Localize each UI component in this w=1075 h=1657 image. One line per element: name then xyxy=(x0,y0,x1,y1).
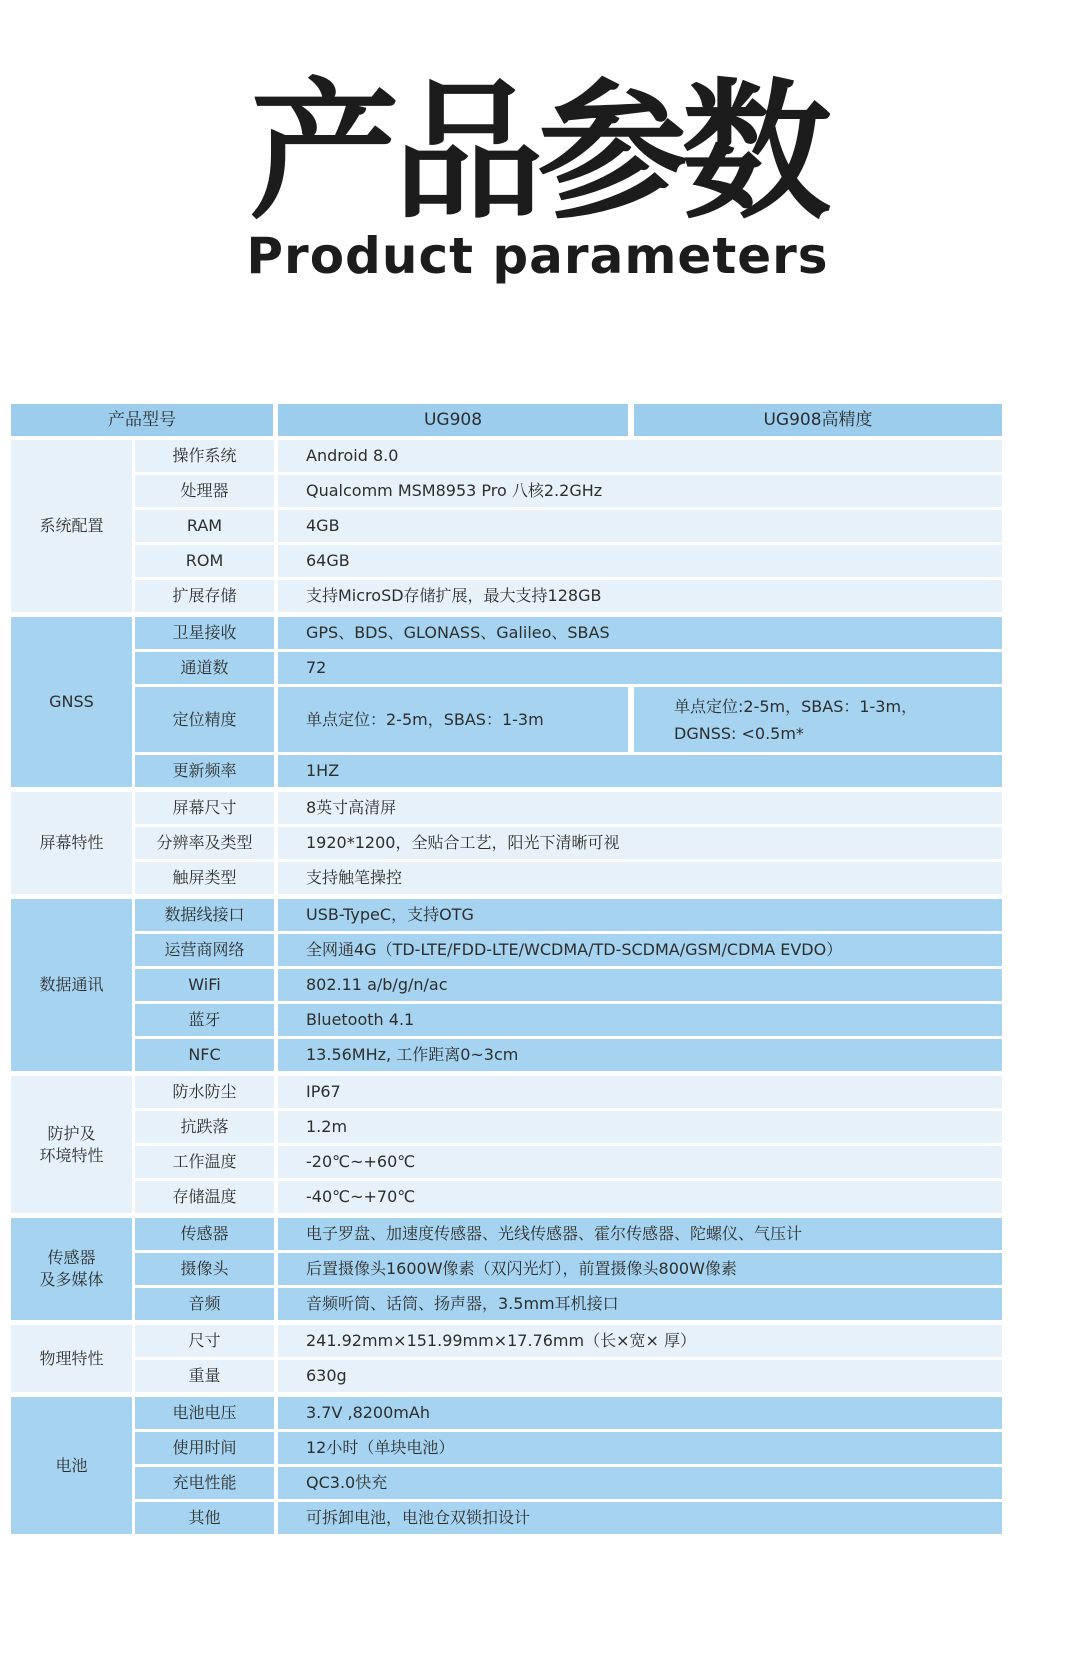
page-subtitle: Product parameters xyxy=(246,227,829,285)
row-value: 可拆卸电池，电池仓双锁扣设计 xyxy=(278,1502,1002,1534)
row-value-high-precision xyxy=(634,687,1002,752)
row-value: 支持MicroSD存储扩展，最大支持128GB xyxy=(278,580,1002,612)
group-label: 物理特性 xyxy=(11,1325,132,1392)
parameter-table xyxy=(11,404,1041,1584)
header-ug908: UG908 xyxy=(278,404,628,436)
row-label: 通道数 xyxy=(135,652,274,684)
row-label: 重量 xyxy=(135,1360,274,1392)
row-value: 全网通4G（TD-LTE/FDD-LTE/WCDMA/TD-SCDMA/GSM/CDMA EVDO） xyxy=(278,934,1002,966)
row-value: 4GB xyxy=(278,510,1002,542)
page-title: 产品参数 xyxy=(249,66,826,240)
row-value: QC3.0快充 xyxy=(278,1467,1002,1499)
row-label: 存储温度 xyxy=(135,1181,274,1213)
header-model-label: 产品型号 xyxy=(11,404,273,436)
row-label: 触屏类型 xyxy=(135,862,274,894)
group-label: 屏幕特性 xyxy=(11,792,132,894)
row-label: 蓝牙 xyxy=(135,1004,274,1036)
row-label: 传感器 xyxy=(135,1218,274,1250)
row-label: 更新频率 xyxy=(135,755,274,787)
row-label: 摄像头 xyxy=(135,1253,274,1285)
row-value: Android 8.0 xyxy=(278,440,1002,472)
row-label: 抗跌落 xyxy=(135,1111,274,1143)
row-value: 8英寸高清屏 xyxy=(278,792,1002,824)
row-value: Bluetooth 4.1 xyxy=(278,1004,1002,1036)
row-label: 卫星接收 xyxy=(135,617,274,649)
row-label: 其他 xyxy=(135,1502,274,1534)
row-label: RAM xyxy=(135,510,274,542)
row-value: -20℃~+60℃ xyxy=(278,1146,1002,1178)
row-value: 音频听筒、话筒、扬声器，3.5mm耳机接口 xyxy=(278,1288,1002,1320)
row-label: 处理器 xyxy=(135,475,274,507)
row-label: 尺寸 xyxy=(135,1325,274,1357)
row-label: 运营商网络 xyxy=(135,934,274,966)
header-ug908-high-precision: UG908高精度 xyxy=(634,404,1002,436)
group-label: 防护及 环境特性 xyxy=(11,1076,132,1213)
row-label: 屏幕尺寸 xyxy=(135,792,274,824)
row-label: 扩展存储 xyxy=(135,580,274,612)
group-label: 电池 xyxy=(11,1397,132,1534)
row-value: 72 xyxy=(278,652,1002,684)
row-value: USB-TypeC，支持OTG xyxy=(278,899,1002,931)
row-label: 使用时间 xyxy=(135,1432,274,1464)
row-value: 支持触笔操控 xyxy=(278,862,1002,894)
value-line: DGNSS: <0.5m* xyxy=(674,723,804,743)
group-label: 传感器 及多媒体 xyxy=(11,1218,132,1320)
value-line: 单点定位:2-5m，SBAS：1-3m， xyxy=(674,696,918,716)
row-value: GPS、BDS、GLONASS、Galileo、SBAS xyxy=(278,617,1002,649)
row-value: 1.2m xyxy=(278,1111,1002,1143)
row-label: WiFi xyxy=(135,969,274,1001)
row-label: 数据线接口 xyxy=(135,899,274,931)
row-value: 1HZ xyxy=(278,755,1002,787)
row-value: 后置摄像头1600W像素（双闪光灯），前置摄像头800W像素 xyxy=(278,1253,1002,1285)
row-value: Qualcomm MSM8953 Pro 八核2.2GHz xyxy=(278,475,1002,507)
row-label: 防水防尘 xyxy=(135,1076,274,1108)
row-value: 3.7V ,8200mAh xyxy=(278,1397,1002,1429)
row-value: 1920*1200，全贴合工艺，阳光下清晰可视 xyxy=(278,827,1002,859)
row-label: 充电性能 xyxy=(135,1467,274,1499)
row-label: 分辨率及类型 xyxy=(135,827,274,859)
group-label: 系统配置 xyxy=(11,440,132,612)
row-value: 13.56MHz, 工作距离0~3cm xyxy=(278,1039,1002,1071)
row-value: 241.92mm×151.99mm×17.76mm（长×宽× 厚） xyxy=(278,1325,1002,1357)
row-value: 单点定位：2-5m，SBAS：1-3m xyxy=(278,687,628,752)
row-label: NFC xyxy=(135,1039,274,1071)
row-label: 操作系统 xyxy=(135,440,274,472)
row-value: 12小时（单块电池） xyxy=(278,1432,1002,1464)
row-label: ROM xyxy=(135,545,274,577)
row-label: 电池电压 xyxy=(135,1397,274,1429)
row-label: 音频 xyxy=(135,1288,274,1320)
row-label: 工作温度 xyxy=(135,1146,274,1178)
row-value: 802.11 a/b/g/n/ac xyxy=(278,969,1002,1001)
row-value: IP67 xyxy=(278,1076,1002,1108)
row-value: 64GB xyxy=(278,545,1002,577)
row-value: 630g xyxy=(278,1360,1002,1392)
group-label: 数据通讯 xyxy=(11,899,132,1071)
row-value: 电子罗盘、加速度传感器、光线传感器、霍尔传感器、陀螺仪、气压计 xyxy=(278,1218,1002,1250)
row-label: 定位精度 xyxy=(135,687,274,752)
row-value: -40℃~+70℃ xyxy=(278,1181,1002,1213)
group-label: GNSS xyxy=(11,617,132,787)
